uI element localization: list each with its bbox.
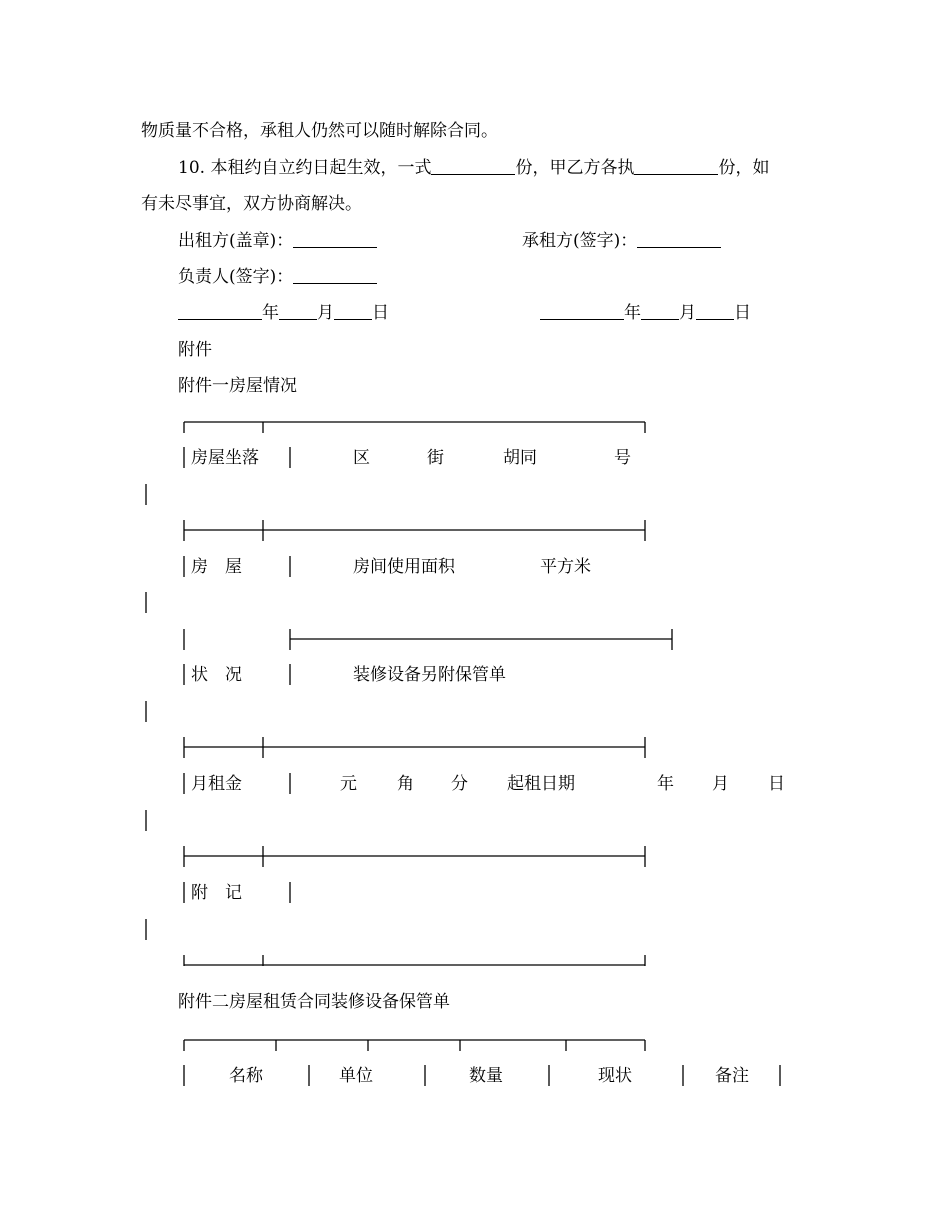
- header-condition: 现状: [598, 1066, 632, 1086]
- responsible-label: 负责人(签字)：: [178, 267, 294, 287]
- start-day-label: 日: [768, 774, 785, 794]
- month-label: 月: [679, 303, 696, 323]
- area-unit-label: 平方米: [540, 557, 591, 577]
- lessor-blank: [293, 231, 377, 248]
- responsible-blank: [293, 267, 377, 284]
- header-name: 名称: [229, 1066, 263, 1086]
- header-remarks: 备注: [715, 1066, 749, 1086]
- year-label: 年: [624, 303, 641, 323]
- remarks-label: 附 记: [191, 883, 242, 903]
- year-blank: [178, 303, 262, 320]
- location-label: 房屋坐落: [191, 448, 259, 468]
- day-blank: [334, 303, 372, 320]
- monthly-rent-label: 月租金: [191, 774, 242, 794]
- attachment-1-title: 附件一房屋情况: [178, 376, 297, 396]
- lessor-label: 出租方(盖章)：: [178, 231, 294, 251]
- district-label: 区: [353, 448, 370, 468]
- lessee-blank: [637, 231, 721, 248]
- clause-10-text-2: 份，甲乙方各执: [515, 158, 635, 178]
- day-label: 日: [372, 303, 389, 323]
- clause-10-line: [178, 158, 769, 178]
- day-label: 日: [734, 303, 751, 323]
- area-label: 房间使用面积: [353, 557, 455, 577]
- attachment-2-title: 附件二房屋租赁合同装修设备保管单: [178, 992, 450, 1012]
- condition-note: 装修设备另附保管单: [353, 665, 506, 685]
- date-left: [178, 303, 389, 323]
- house-label: 房 屋: [191, 557, 242, 577]
- month-blank: [641, 303, 679, 320]
- responsible-signature: [178, 267, 377, 287]
- year-blank: [540, 303, 624, 320]
- date-right: [540, 303, 751, 323]
- hutong-label: 胡同: [503, 448, 537, 468]
- copies-total-blank: [431, 158, 515, 175]
- header-quantity: 数量: [469, 1066, 503, 1086]
- clause-10-text-3: 份，如: [718, 158, 770, 178]
- day-blank: [696, 303, 734, 320]
- paragraph-line: 物质量不合格，承租人仍然可以随时解除合同。: [141, 121, 498, 141]
- lessee-label: 承租方(签字)：: [522, 231, 638, 251]
- header-unit: 单位: [339, 1066, 373, 1086]
- clause-10-line-2: 有未尽事宜，双方协商解决。: [141, 194, 362, 214]
- year-label: 年: [262, 303, 279, 323]
- condition-label: 状 况: [191, 665, 242, 685]
- fen-label: 分: [451, 774, 468, 794]
- lessee-signature: [522, 231, 721, 251]
- copies-each-blank: [634, 158, 718, 175]
- jiao-label: 角: [397, 774, 414, 794]
- start-year-label: 年: [657, 774, 674, 794]
- month-blank: [279, 303, 317, 320]
- lessor-signature: [178, 231, 377, 251]
- street-label: 街: [427, 448, 444, 468]
- start-month-label: 月: [712, 774, 729, 794]
- house-number-label: 号: [614, 448, 631, 468]
- start-date-label: 起租日期: [507, 774, 575, 794]
- yuan-label: 元: [340, 774, 357, 794]
- attachments-heading: 附件: [178, 340, 212, 360]
- clause-10-text-1: 10. 本租约自立约日起生效，一式: [178, 158, 432, 178]
- month-label: 月: [317, 303, 334, 323]
